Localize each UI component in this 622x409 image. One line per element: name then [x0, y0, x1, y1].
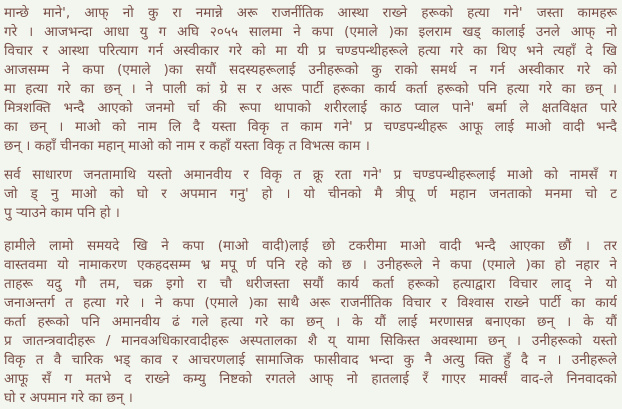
text-line: विचार र आस्था परित्याग गर्न अस्वीकार गरे को मा यी प्र चण्डपन्थीहरूले हत्या गरे का थिए भने त्यहाँ दे खि [4, 43, 617, 59]
text-line: छन् । कहाँ चीनका महान् माओ को नाम र कहाँ यस्ता विकृ त विभत्स काम । [4, 138, 370, 154]
text-line: गरे । आजभन्दा आधा यु ग अघि २०५५ सालमा ने कपा (एमाले )का इलराम खड् कालाई उनले आफ् नो [4, 24, 617, 40]
paragraph [4, 166, 617, 223]
text-line: घो र अपमान गरे का छन् । [4, 390, 133, 406]
text-line: आजसम्म ने कपा (एमाले )का सयौं सदस्यहरूलाई उनीहरूको कु राको समर्थ न गर्न अस्वीकार गरे को [4, 62, 617, 78]
text-line: जो ड् नु माओ को घो र अपमान गनु' हो । यो चीनको मै त्रीपू र्ण महान जनताको मनमा चो ट [4, 186, 617, 202]
text-line: ताहरू यदु गौ तम, चक्र इगो रा चौ धरीजस्ता सयौं कार्य कर्ता हरूको हत्याद्वारा विचार लाद् ने यो [4, 276, 617, 292]
text-line: का छन् । माओ को नाम लि दै यस्ता विकृ त काम गने' प्र चण्डपन्थीहरू आफू लाई माओ वादी भन्दै [4, 119, 617, 135]
paragraph [4, 4, 617, 156]
text-line: वास्तवमा यो नामाकरण एकहदसम्म भ्र मपू र्ण पनि रहे को छ । उनीहरूले ने कपा (एमाले )का हो नहार ने [4, 257, 617, 273]
text-line: कर्ता हरूको पनि अमानवीय ढं गले हत्या गरे का छन् । के यौं लाई मरणासन्न बनाएका छन् । के यौं [4, 314, 617, 330]
text-line: मित्रशक्ति भन्दै आएको जनमो र्चा की रूपा थापाको शरीरलाई काठ प्वाल पाने' बर्मा ले क्षतविक्षत पारे [4, 100, 617, 116]
text-line: मान्छे माने', आफ् नो कु रा नमान्ने अरू राजर्नीतिक आस्था राख्ने हरूको हत्या गने' जस्ता कामहरू [4, 5, 617, 21]
text-line: सर्व साधारण जनतामाथि यस्तो अमानवीय र विकृ त क्रू रता गने' प्र चण्डपन्थीहरूलाई माओ को नामसँ ग [4, 167, 617, 183]
text-line: प्र जातन्त्रवादीहरू / मानवअधिकारवादीहरू अस्पतालका शै य् यामा सिकिस्त अवस्थामा छन् । उनीहरूको यस्तो [4, 333, 617, 349]
text-line: जनाअन्तर्ग त हत्या गरे । ने कपा (एमाले )का साथै अरू राजर्नीतिक विचार र विश्वास राख्ने पार्टी का कार्य [4, 295, 617, 311]
text-line: हामीले लामो समयदे खि ने कपा (माओ वादी)लाई छो टकरीमा माओ वादी भन्दै आएका छौं । तर [4, 238, 617, 254]
text-line: मा हत्या गरे का छन् । ने पाली कां ग्रे स र अरू पार्टी हरूका कार्य कर्ता हरूको पनि हत्या गरे का छन् । [4, 81, 617, 97]
paragraph [4, 237, 617, 408]
text-line: विकृ त वै चारिक भड् काव र आचरणलाई सामाजिक फासीवाद भन्दा कु नै अत्यु क्ति हुँ दै न । उनीहरूले [4, 352, 617, 368]
text-line: पु ऱ्याउने काम पनि हो । [4, 205, 120, 221]
document-body [4, 4, 617, 408]
text-line: आफू सँ ग मतभे द राख्ने कम्यु निष्टको रगतले आफ् नो हातलाई रँ गाएर मार्क्सं वाद-ले निनवादको [4, 371, 617, 387]
